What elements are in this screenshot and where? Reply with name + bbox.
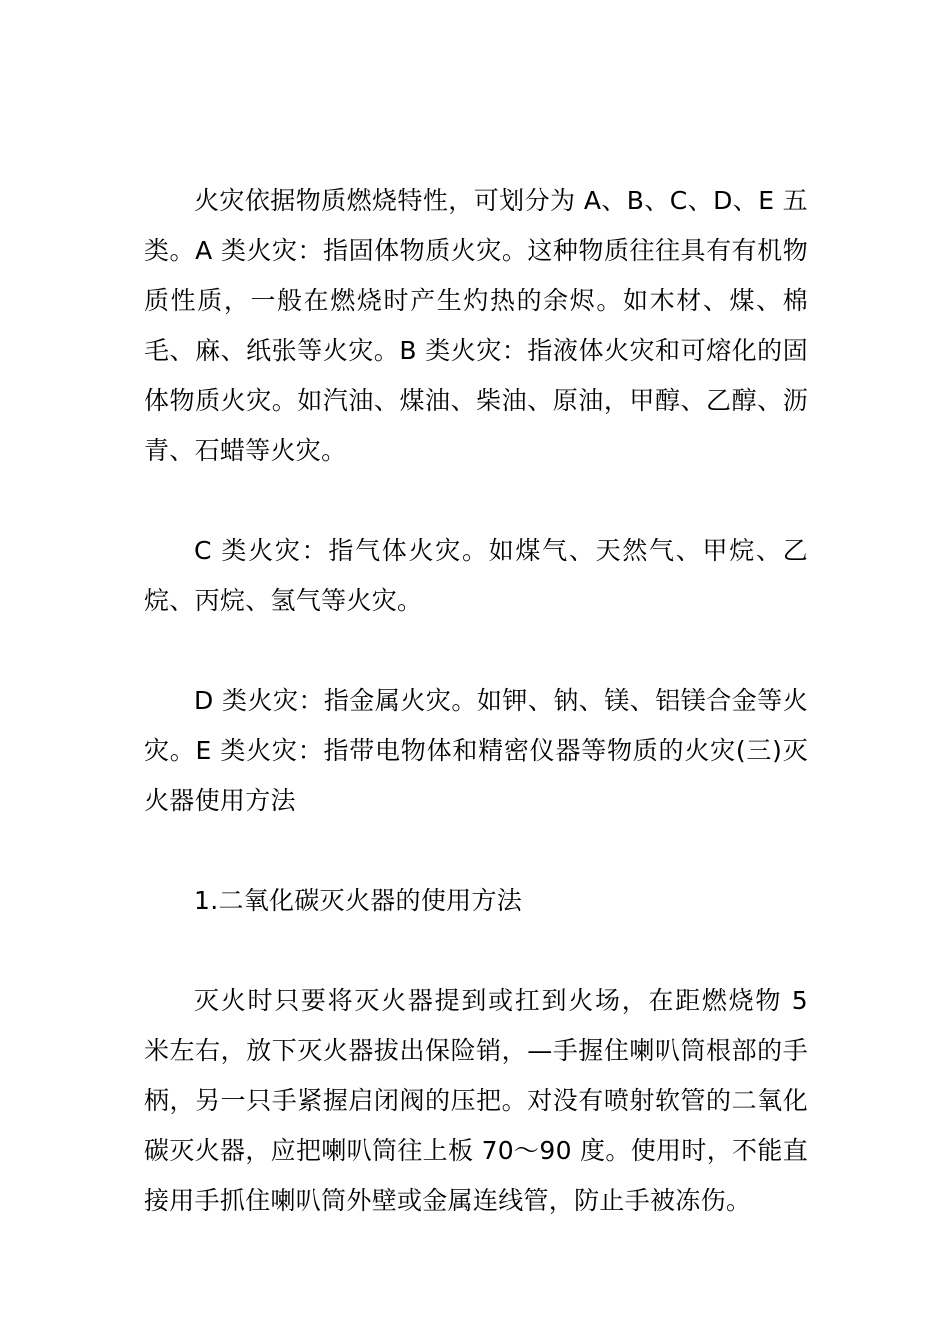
paragraph-gap <box>144 826 808 876</box>
paragraph-gap <box>144 626 808 676</box>
paragraph-fire-classes: 火灾依据物质燃烧特性，可划分为 A、B、C、D、E 五类。A 类火灾：指固体物质火灾。这种物质往往具有有机物质性质，一般在燃烧时产生灼热的余烬。如木材、煤、棉毛、麻、纸张等火灾。B 类火灾：指液体火灾和可熔化的固体物质火灾。如汽油、煤油、柴油、原油，甲醇、乙醇、沥青、石蜡等火灾。 <box>144 186 808 465</box>
paragraph-gap <box>144 926 808 976</box>
paragraph-gap <box>144 476 808 526</box>
section-heading-co2: 1.二氧化碳灭火器的使用方法 <box>194 886 523 915</box>
paragraph-co2-usage: 灭火时只要将灭火器提到或扛到火场，在距燃烧物 5 米左右，放下灭火器拔出保险销，—手握住喇叭筒根部的手柄，另一只手紧握启闭阀的压把。对没有喷射软管的二氧化碳灭火器，应把喇叭筒往上板 70～90 度。使用时，不能直接用手抓住喇叭筒外壁或金属连线管，防止手被冻伤。 <box>144 986 808 1215</box>
paragraph-class-d-e: D 类火灾：指金属火灾。如钾、钠、镁、铝镁合金等火灾。E 类火灾：指带电物体和精密仪器等物质的火灾(三)灭火器使用方法 <box>144 686 808 815</box>
document-body <box>144 176 808 1226</box>
paragraph-class-c: C 类火灾：指气体火灾。如煤气、天然气、甲烷、乙烷、丙烷、氢气等火灾。 <box>144 536 808 615</box>
